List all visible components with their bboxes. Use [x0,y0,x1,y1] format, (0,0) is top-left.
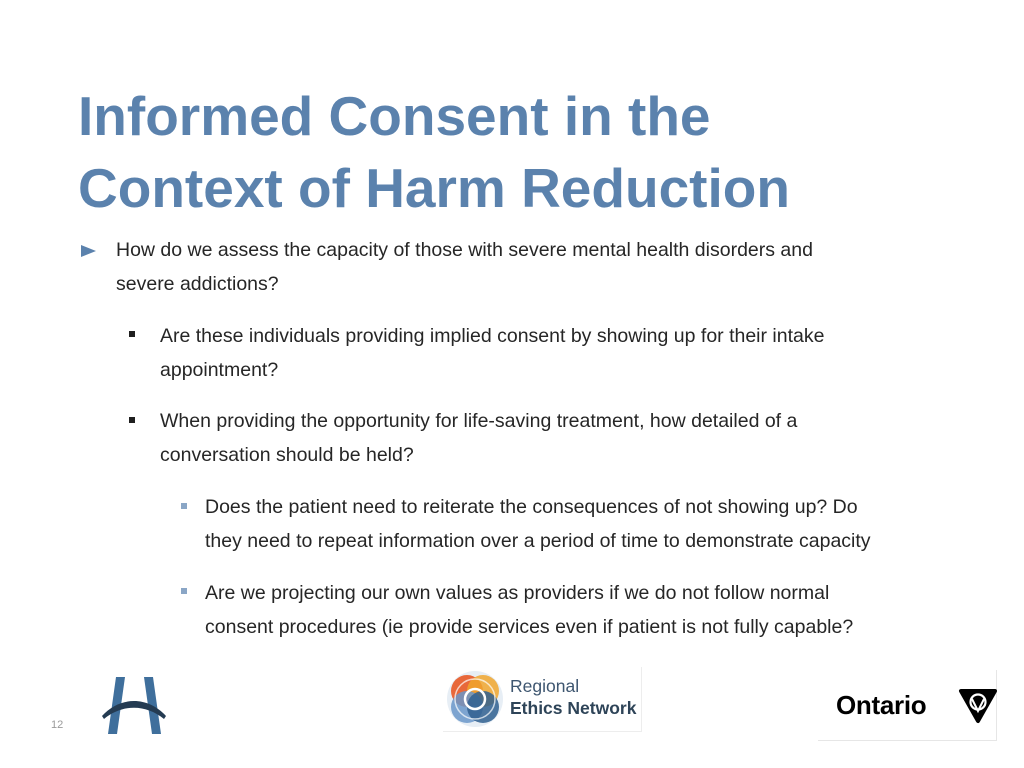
slide-title-line-1: Informed Consent in the [78,85,711,147]
ontario-wordmark: Ontario [836,690,927,720]
regional-ethics-network-line-2: Ethics Network [510,698,637,718]
bullet-level3 [205,490,995,558]
small-square-bullet-icon [181,503,187,509]
bullet-level3-line-2: consent procedures (ie provide services even if patient is not fully capable? [205,616,854,638]
slide-title-line-2: Context of Harm Reduction [78,157,790,219]
bullet-level1 [116,233,956,301]
regional-ethics-network-mark-icon [445,669,505,729]
bullet-level2-line-1: Are these individuals providing implied consent by showing up for their intake [160,325,825,347]
square-bullet-icon [129,417,135,423]
ontario-logo [818,670,997,741]
bullet-level2 [160,319,960,387]
organization-h-logo-icon [98,674,168,736]
bullet-level2-line-2: conversation should be held? [160,444,414,466]
regional-ethics-network-line-1: Regional [510,676,580,696]
ontario-trillium-icon [958,685,998,725]
square-bullet-icon [129,331,135,337]
regional-ethics-network-logo [443,667,642,732]
bullet-level2-line-2: appointment? [160,359,279,381]
bullet-level2-line-1: When providing the opportunity for life-saving treatment, how detailed of a [160,410,798,432]
bullet-level3-line-2: they need to repeat information over a period of time to demonstrate capacity [205,530,871,552]
page-number: 12 [51,719,64,731]
bullet-level1-line-1: How do we assess the capacity of those with severe mental health disorders and [116,239,813,261]
bullet-level3 [205,576,995,644]
slide-title [78,80,958,224]
bullet-level3-line-1: Does the patient need to reiterate the consequences of not showing up? Do [205,496,858,518]
bullet-level1-line-2: severe addictions? [116,273,279,295]
arrow-bullet-icon [81,245,96,257]
small-square-bullet-icon [181,588,187,594]
bullet-level3-line-1: Are we projecting our own values as providers if we do not follow normal [205,582,830,604]
bullet-level2 [160,404,960,472]
